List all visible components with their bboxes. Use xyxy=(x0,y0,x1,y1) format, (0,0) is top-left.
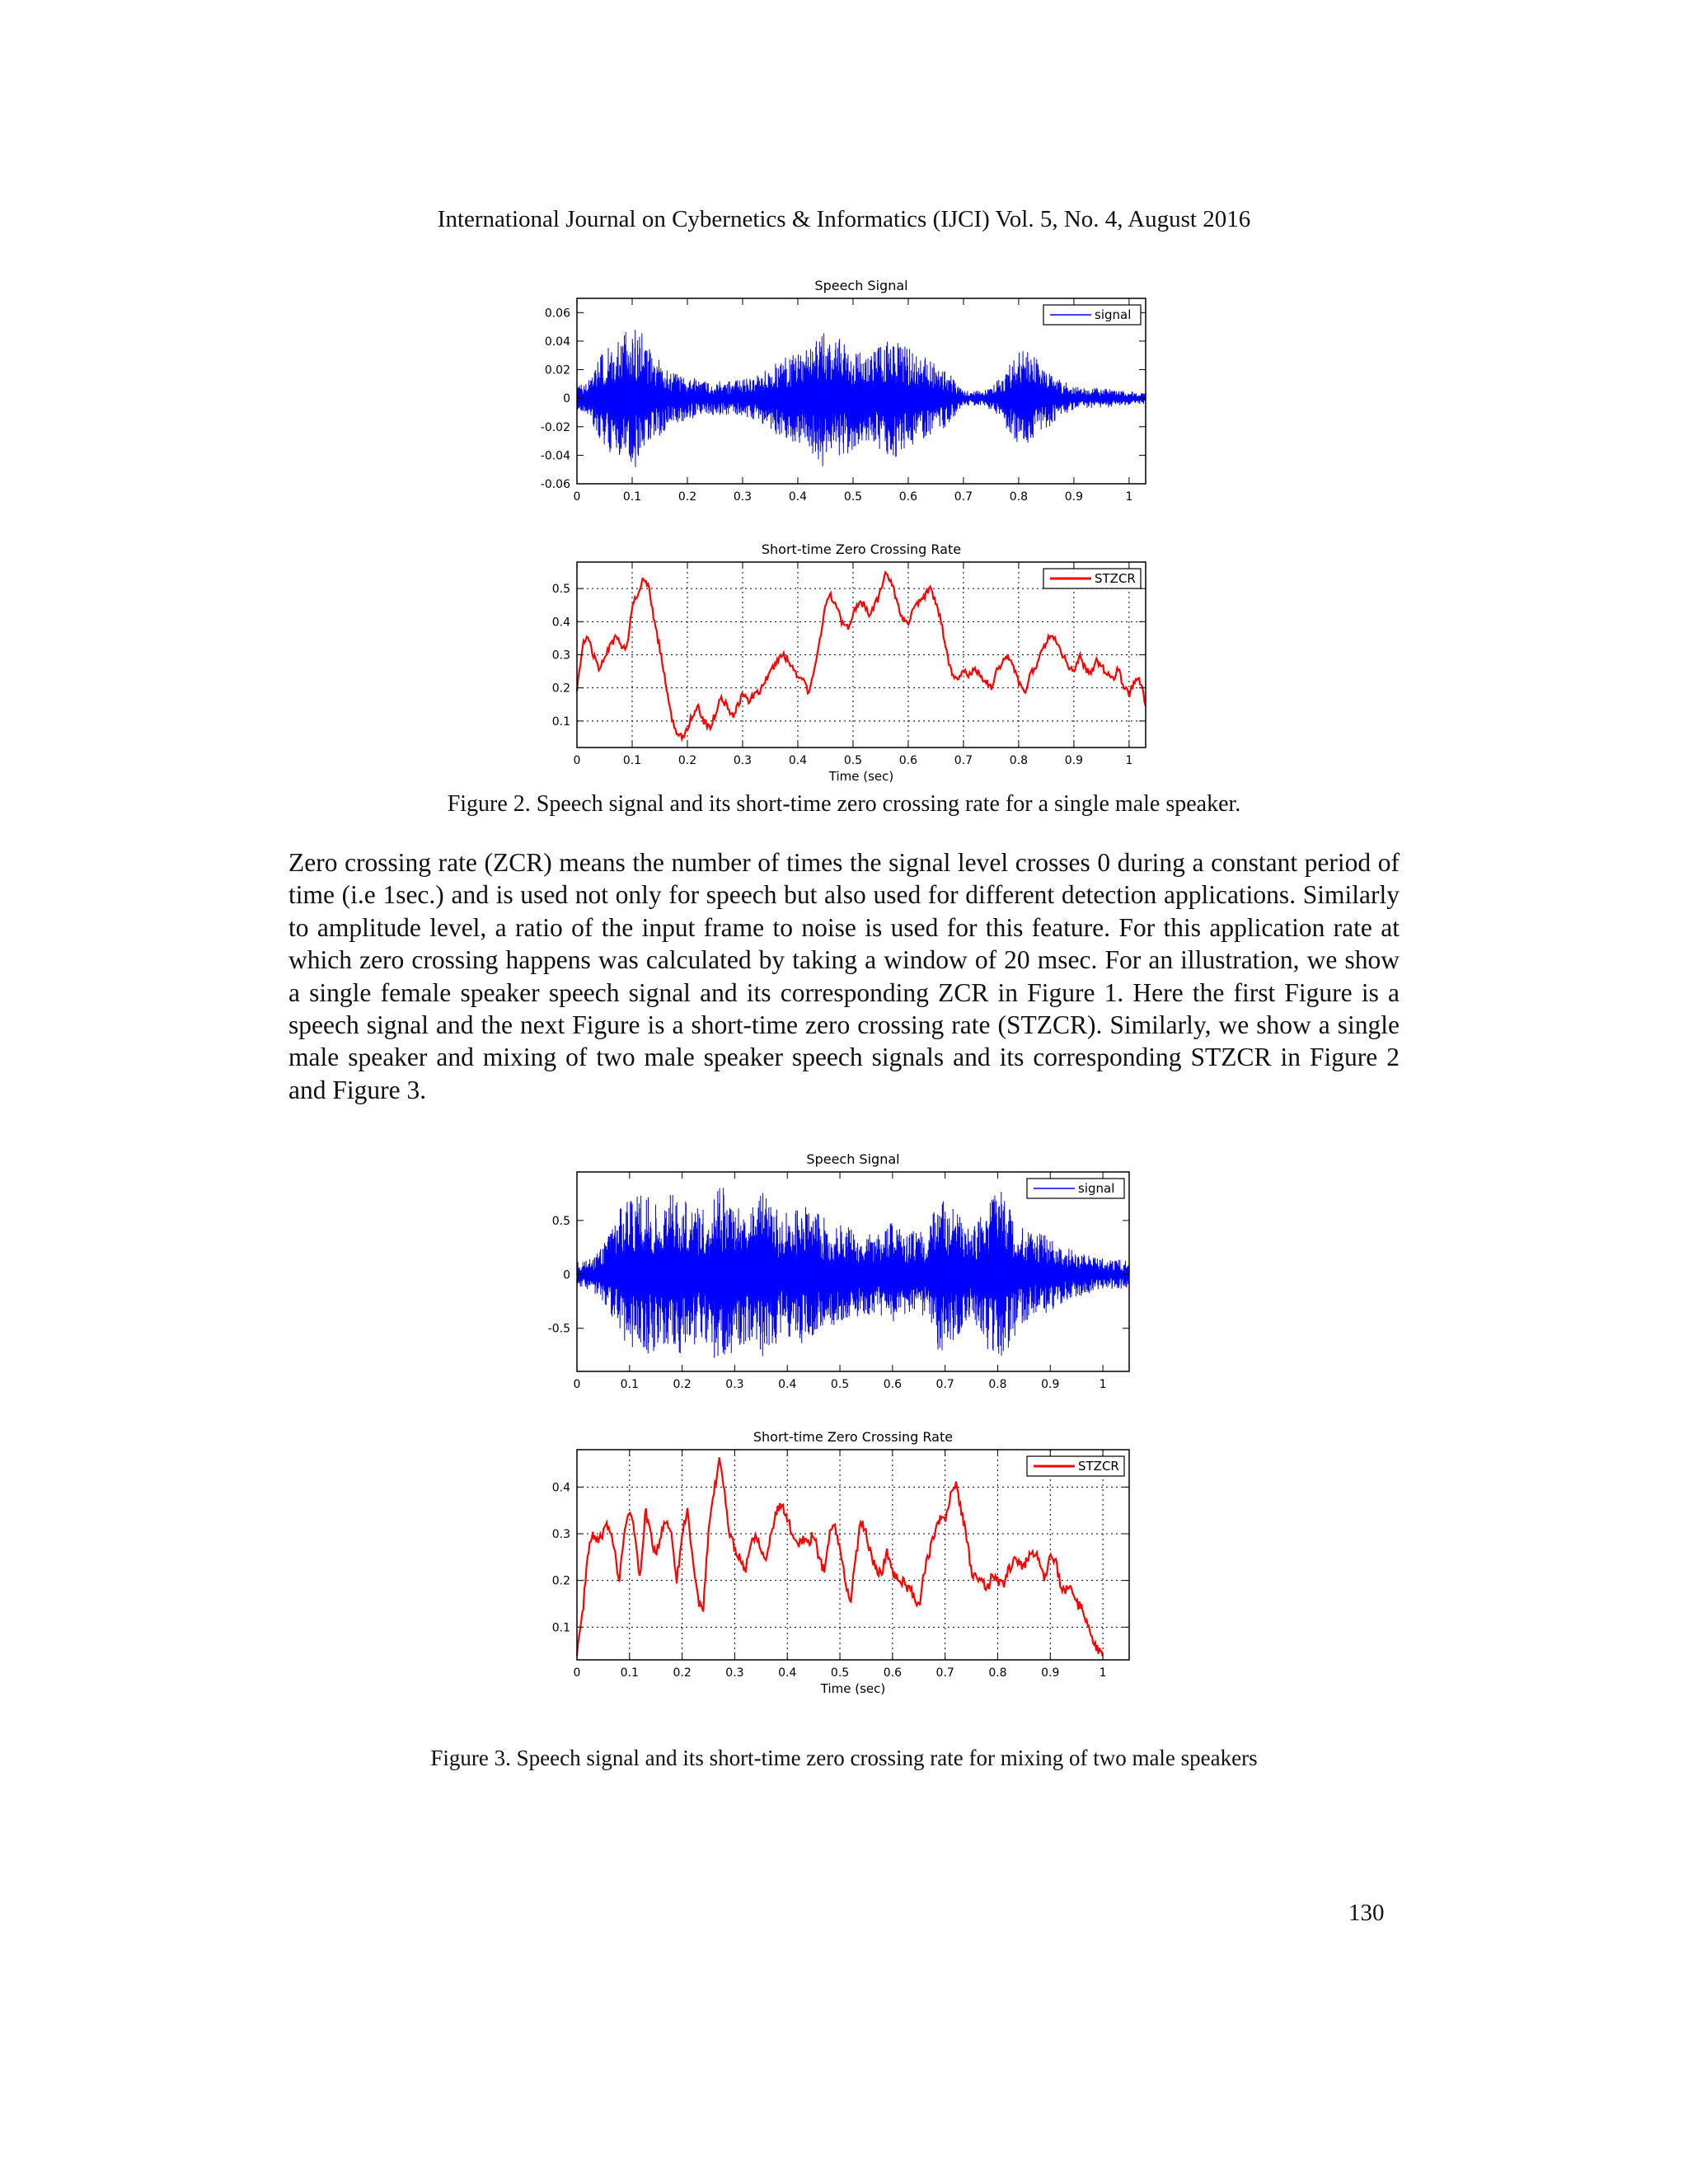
x-tick-label: 0 xyxy=(573,1666,581,1680)
x-axis-label: Time (sec) xyxy=(828,769,894,784)
y-tick-label: -0.02 xyxy=(540,420,570,434)
series-line-signal xyxy=(577,1188,1129,1357)
page-number: 130 xyxy=(1348,1900,1385,1926)
x-tick-label: 0.2 xyxy=(678,490,697,504)
x-tick-label: 0.8 xyxy=(1009,490,1029,504)
y-tick-label: 0.3 xyxy=(551,1528,570,1541)
x-tick-label: 0.5 xyxy=(830,1378,850,1391)
y-tick-label: 0.06 xyxy=(544,307,570,321)
y-tick-label: 0 xyxy=(563,392,570,406)
x-tick-label: 0.9 xyxy=(1041,1666,1060,1680)
x-tick-label: 0.5 xyxy=(830,1666,850,1680)
x-tick-label: 0.4 xyxy=(788,754,808,767)
x-tick-label: 0 xyxy=(573,1378,581,1391)
x-tick-label: 0.8 xyxy=(1009,754,1029,767)
x-tick-label: 0.9 xyxy=(1064,754,1084,767)
x-tick-label: 0.5 xyxy=(843,754,863,767)
y-tick-label: 0.3 xyxy=(551,649,570,663)
y-tick-label: -0.5 xyxy=(547,1322,570,1336)
y-tick-label: -0.06 xyxy=(540,478,570,491)
x-tick-label: 0.9 xyxy=(1041,1378,1060,1391)
y-tick-label: 0.1 xyxy=(551,715,570,729)
chart-svg-fig3-speech xyxy=(511,1146,1154,1397)
x-tick-label: 0 xyxy=(573,490,581,504)
x-tick-label: 0.3 xyxy=(725,1378,744,1391)
x-tick-label: 0.5 xyxy=(843,490,863,504)
body-paragraph: Zero crossing rate (ZCR) means the number of times the signal level crosses 0 during a constant period of time (i.e 1sec.) and is used not only for speech but also used for different detection applications. Similarly to amplitude level, a ratio of the input frame to noise is used for this feature. For this application rate at which zero crossing happens was calculated by taking a window of 20 msec. For an illustration, we show a single female speaker speech signal and its corresponding ZCR in Figure 1. Here the first Figure is a speech signal and the next Figure is a short-time zero crossing rate (STZCR). Similarly, we show a single male speaker and mixing of two male speaker speech signals and its corresponding STZCR in Figure 2 and Figure 3. xyxy=(288,848,1400,1104)
chart-fig2-speech xyxy=(511,272,1170,511)
x-tick-label: 0.7 xyxy=(935,1378,954,1391)
x-tick-label: 1 xyxy=(1125,490,1133,504)
chart-fig3-stzcr xyxy=(511,1423,1154,1695)
x-tick-label: 0.8 xyxy=(988,1666,1007,1680)
chart-title: Short-time Zero Crossing Rate xyxy=(761,541,962,557)
x-tick-label: 1 xyxy=(1099,1666,1107,1680)
chart-title: Speech Signal xyxy=(806,1151,900,1167)
y-tick-label: 0.5 xyxy=(551,1214,570,1228)
y-tick-label: 0.2 xyxy=(551,682,570,696)
chart-fig2-stzcr xyxy=(511,536,1170,783)
figure2-caption: Figure 2. Speech signal and its short-time zero crossing rate for a single male speaker. xyxy=(447,791,1241,817)
x-tick-label: 0.6 xyxy=(883,1666,902,1680)
chart-title: Speech Signal xyxy=(814,278,908,293)
figure3-caption: Figure 3. Speech signal and its short-time zero crossing rate for mixing of two male speakers xyxy=(430,1746,1258,1770)
chart-fig3-speech xyxy=(511,1146,1154,1397)
x-tick-label: 0.7 xyxy=(954,490,973,504)
x-tick-label: 0.3 xyxy=(733,490,753,504)
x-tick-label: 1 xyxy=(1125,754,1133,767)
legend-label: signal xyxy=(1095,307,1132,322)
x-tick-label: 0.6 xyxy=(898,490,918,504)
x-tick-label: 0.9 xyxy=(1064,490,1084,504)
x-tick-label: 0.4 xyxy=(778,1666,797,1680)
x-tick-label: 0.2 xyxy=(673,1666,692,1680)
y-tick-label: 0.2 xyxy=(551,1574,570,1588)
x-tick-label: 0.2 xyxy=(678,754,697,767)
x-tick-label: 0.8 xyxy=(988,1378,1007,1391)
legend-label: signal xyxy=(1078,1181,1115,1196)
legend-label: STZCR xyxy=(1095,571,1136,586)
x-tick-label: 0.1 xyxy=(620,1666,639,1680)
y-tick-label: 0.5 xyxy=(551,583,570,597)
series-line-STZCR xyxy=(577,573,1146,739)
chart-svg-fig3-stzcr xyxy=(511,1423,1154,1695)
x-tick-label: 0.7 xyxy=(935,1666,954,1680)
x-tick-label: 0.2 xyxy=(673,1378,692,1391)
y-tick-label: 0.02 xyxy=(544,363,570,377)
x-tick-label: 0.1 xyxy=(622,490,642,504)
legend-label: STZCR xyxy=(1078,1459,1119,1474)
x-tick-label: 0 xyxy=(573,754,581,767)
y-tick-label: -0.04 xyxy=(540,449,570,463)
x-tick-label: 0.7 xyxy=(954,754,973,767)
x-tick-label: 0.4 xyxy=(788,490,808,504)
x-tick-label: 0.6 xyxy=(883,1378,902,1391)
chart-svg-fig2-speech xyxy=(511,272,1170,511)
y-tick-label: 0.4 xyxy=(551,616,570,630)
y-tick-label: 0.1 xyxy=(551,1621,570,1635)
x-tick-label: 0.1 xyxy=(622,754,642,767)
x-axis-label: Time (sec) xyxy=(820,1681,886,1696)
plot-frame xyxy=(577,1450,1129,1660)
x-tick-label: 0.3 xyxy=(733,754,753,767)
x-tick-label: 0.3 xyxy=(725,1666,744,1680)
x-tick-label: 0.4 xyxy=(778,1378,797,1391)
y-tick-label: 0.04 xyxy=(544,335,570,349)
chart-title: Short-time Zero Crossing Rate xyxy=(753,1429,954,1445)
x-tick-label: 0.6 xyxy=(898,754,918,767)
running-header: International Journal on Cybernetics & Informatics (IJCI) Vol. 5, No. 4, August 2016 xyxy=(437,206,1251,232)
y-tick-label: 0 xyxy=(563,1268,570,1282)
x-tick-label: 0.1 xyxy=(620,1378,639,1391)
series-line-signal xyxy=(577,330,1146,467)
y-tick-label: 0.4 xyxy=(551,1481,570,1495)
x-tick-label: 1 xyxy=(1099,1378,1107,1391)
chart-svg-fig2-stzcr xyxy=(511,536,1170,783)
